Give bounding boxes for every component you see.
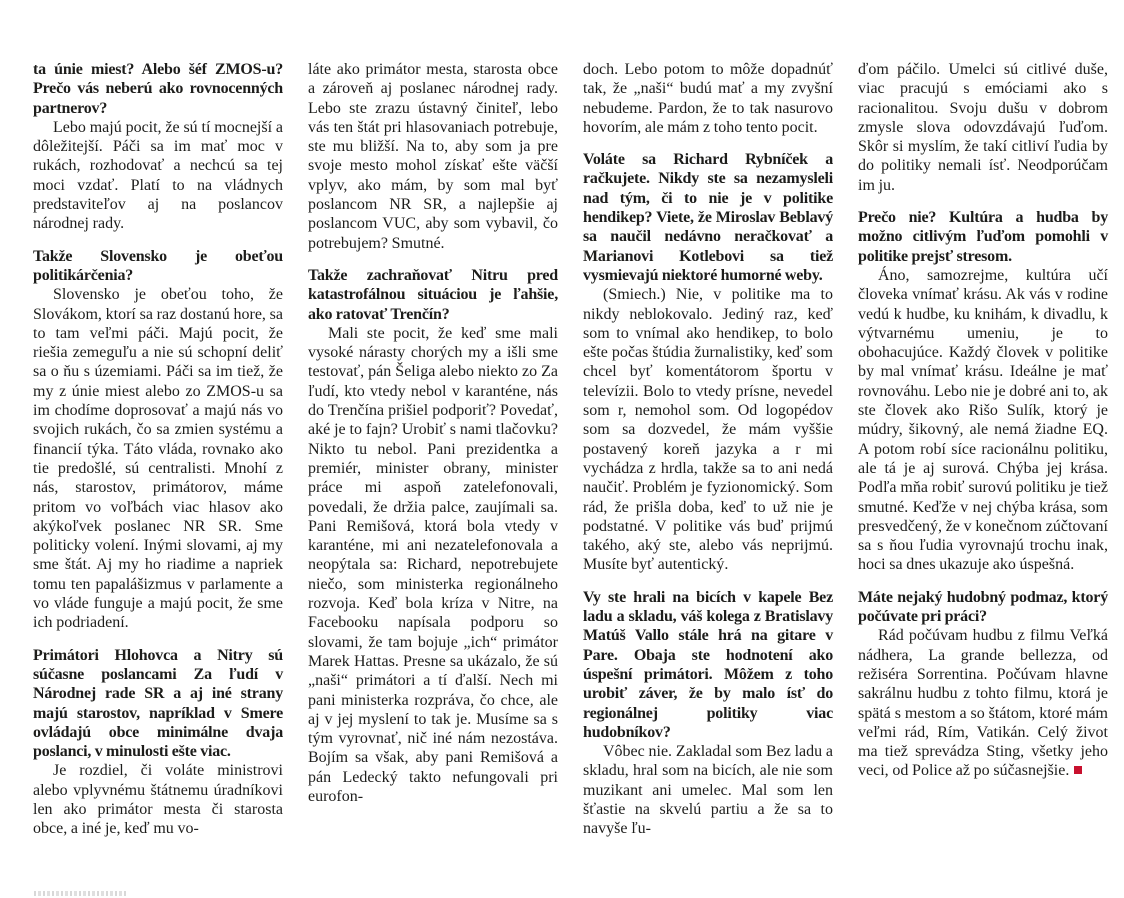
- article-column-2: [308, 60, 558, 839]
- interview-question: Voláte sa Richard Rybníček a račkujete. Nikdy ste sa nezamysleli nad tým, či to nie je v politike hendikep? Viete, že Miroslav Beblavý sa naučil nedávno neračkovať a Marianovi Kotlebovi sa tiež vysmievajú niektoré humorné weby.: [583, 151, 833, 284]
- interview-answer: Áno, samozrejme, kultúra učí človeka vnímať krásu. Ak vás v rodine vedú k hudbe, ku knihám, k divadlu, k výtvarnému umeniu, je to obohacujúce. Každý človek v politike by mal vnímať krásu. Ideálne je mať rovnováhu. Lebo nie je dobré ani to, ak ste človek ako Rišo Sulík, ktorý je múdry, šikovný, ale nemá žiadne EQ. A potom robí síce racionálnu politiku, ale tá je aj surová. Chýba jej krása. Podľa mňa robiť surovú politiku je tiež smutné. Keďže v nej chýba krása, som presvedčený, že v konečnom zúčtovaní sa s ňou ľudia vyrovnajú trochu inak, hoci sa dnes ukazuje ako úspešná.: [858, 266, 1108, 574]
- interview-answer: Rád počúvam hudbu z filmu Veľká nádhera, La grande bellezza, od režiséra Sorrentina. Počúvam hlavne sakrálnu hudbu z tohto filmu, ktorá je spätá s mestom a so štátom, ktoré mám veľmi rád, Rím, Vatikán. Celý život ma tiež sprevádza Sting, všetky jeho veci, od Police až po súčasnejšie.: [858, 627, 1108, 780]
- interview-question: Prečo nie? Kultúra a hudba by možno citlivým ľuďom pomohli v politike prejsť stresom.: [858, 209, 1108, 265]
- interview-question: ta únie miest? Alebo šéf ZMOS-u? Prečo vás neberú ako rovnocenných partnerov?: [33, 61, 283, 117]
- interview-answer-continued: doch. Lebo potom to môže dopadnúť tak, že „naši“ budú mať a my zvyšní nebudeme. Pardon, že to tak nasurovo hovorím, ale mám z toho tento pocit.: [583, 61, 833, 136]
- interview-answer-continued: ďom páčilo. Umelci sú citlivé duše, viac pracujú s emóciami ako s racionalitou. Svoju dušu v dobrom zmysle slova odovzdávajú ľuďom. Skôr si myslím, že takí citliví ľudia by do politiky nemali ísť. Neodporúčam im ju.: [858, 61, 1108, 194]
- footer-watermark: [34, 891, 126, 896]
- interview-answer: Slovensko je obeťou toho, že Slovákom, ktorí sa raz dostanú hore, sa to tam veľmi páči. Majú pocit, že riešia zemeguľu a nie sú schopní deliť sa o ňu s územiami. Páči sa im tiež, že my z únie miest alebo zo ZMOS-u sa im chodíme doprosovať a majú nás vo svojich rukách, čo sa zmien systému a financií týka. Táto vláda, rovnako ako tie predošlé, sú centralisti. Mnohí z nás, starostov, primátorov, máme pritom vo voľbách viac hlasov ako akýkoľvek poslanec NR SR. Sme politicky volení. Inými slovami, aj my sme štát. Aj my ho riadime a napriek tomu ten papalášizmus v parlamente a vo vláde funguje a majú pocit, že sme ich podriadení.: [33, 286, 283, 632]
- interview-question: Máte nejaký hudobný podmaz, ktorý počúvate pri práci?: [858, 588, 1108, 626]
- interview-answer-continued: láte ako primátor mesta, starosta obce a zároveň aj poslanec národnej rady. Lebo ste zrazu ústavný činiteľ, lebo vás ten štát pri hlasovaniach potrebuje, ste mu bližší. Na to, aby som ja pre svoje mesto mohol získať ešte väčší vplyv, ako mám, by som mal byť poslancom NR SR, a najlepšie aj poslancom VUC, aby som vybavil, čo potrebujem? Smutné.: [308, 61, 558, 252]
- interview-question: Takže Slovensko je obeťou politikárčenia?: [33, 247, 283, 284]
- interview-answer: Je rozdiel, či voláte ministrovi alebo vplyvnému štátnemu úradníkovi len ako primátor mesta či starosta obce, a iné je, keď mu vo-: [33, 762, 283, 838]
- interview-question: Vy ste hrali na bicích v kapele Bez ladu a skladu, váš kolega z Bratislavy Matúš Vallo stále hrá na gitare v Pare. Obaja ste hodnotení ako úspešní primátori. Môžem z toho urobiť záver, že by malo ísť do regionálnej politiky viac hudobníkov?: [583, 588, 833, 741]
- interview-answer: Lebo majú pocit, že sú tí mocnejší a dôležitejší. Páči sa im mať moc v rukách, rozhodovať a nechcú sa tej moci vzdať. Platí to na vládnych predstaviteľov aj na poslancov národnej rady.: [33, 118, 283, 233]
- interview-answer: Mali ste pocit, že keď sme mali vysoké nárasty chorých my a išli sme testovať, pán Šeliga alebo niekto zo Za ľudí, kto vtedy nebol v karanténe, nás do Trenčína prišiel podporiť? Povedať, aké je to fajn? Urobiť s nami tlačovku? Nikto tu nebol. Pani prezidentka a premiér, minister obrany, minister práce mi aspoň zatelefonovali, povedali, že držia palce, zaujímali sa. Pani Remišová, ktorá bola vtedy v karanténe, mi ani nezatelefonovala a neopýtala sa: Richard, nepotrebujete niečo, som ministerka regionálneho rozvoja. Keď bola kríza v Nitre, na Facebooku napísala podporu so slovami, že tam bojuje „ich“ primátor Marek Hattas. Presne sa ukázalo, že sú „naši“ primátori a tí ďalší. Nech mi pani ministerka rozpráva, čo chce, ale aj v jej myslení to tak je. Musíme sa s tým vyrovnať, nič iné nám nezostáva. Bojím sa však, aby pani Remišová a pán Ledecký takto nefungovali pri eurofon-: [308, 324, 558, 805]
- interview-answer: Vôbec nie. Zakladal som Bez ladu a skladu, hral som na bicích, ale nie som muzikant ani umelec. Mal som len šťastie na skvelú partiu a že sa to navyše ľu-: [583, 743, 833, 838]
- article-column-4: [858, 60, 1108, 839]
- interview-answer: (Smiech.) Nie, v politike ma to nikdy neblokovalo. Jediný raz, keď som to vnímal ako hendikep, to bolo ešte počas štúdia žurnalistiky, keď som chcel byť komentátorom športu v televízii. Bolo to vtedy prísne, nevedel som r, nemohol som. Od logopédov som sa dozvedel, že mám vyššie postavený koreň jazyka a r mi vychádza z hrdla, takže sa to ani nedá naučiť. Problém je fyzionomický. Som rád, že prišla doba, keď to už nie je podstatné. V politike vás buď prijmú takého, aký ste, alebo vás neprijmú. Musíte byť autentický.: [583, 286, 833, 574]
- article-columns: [33, 60, 1108, 839]
- end-of-article-marker: [1074, 766, 1082, 774]
- article-column-3: [583, 60, 833, 839]
- article-column-1: [33, 60, 283, 839]
- interview-question: Primátori Hlohovca a Nitry sú súčasne poslancami Za ľudí v Národnej rade SR a aj iné strany majú starostov, napríklad v Smere ovládajú obce minimálne dvaja poslanci, v minulosti ešte viac.: [33, 646, 283, 761]
- interview-question: Takže zachraňovať Nitru pred katastrofálnou situáciou je ľahšie, ako ratovať Trenčín?: [308, 266, 558, 323]
